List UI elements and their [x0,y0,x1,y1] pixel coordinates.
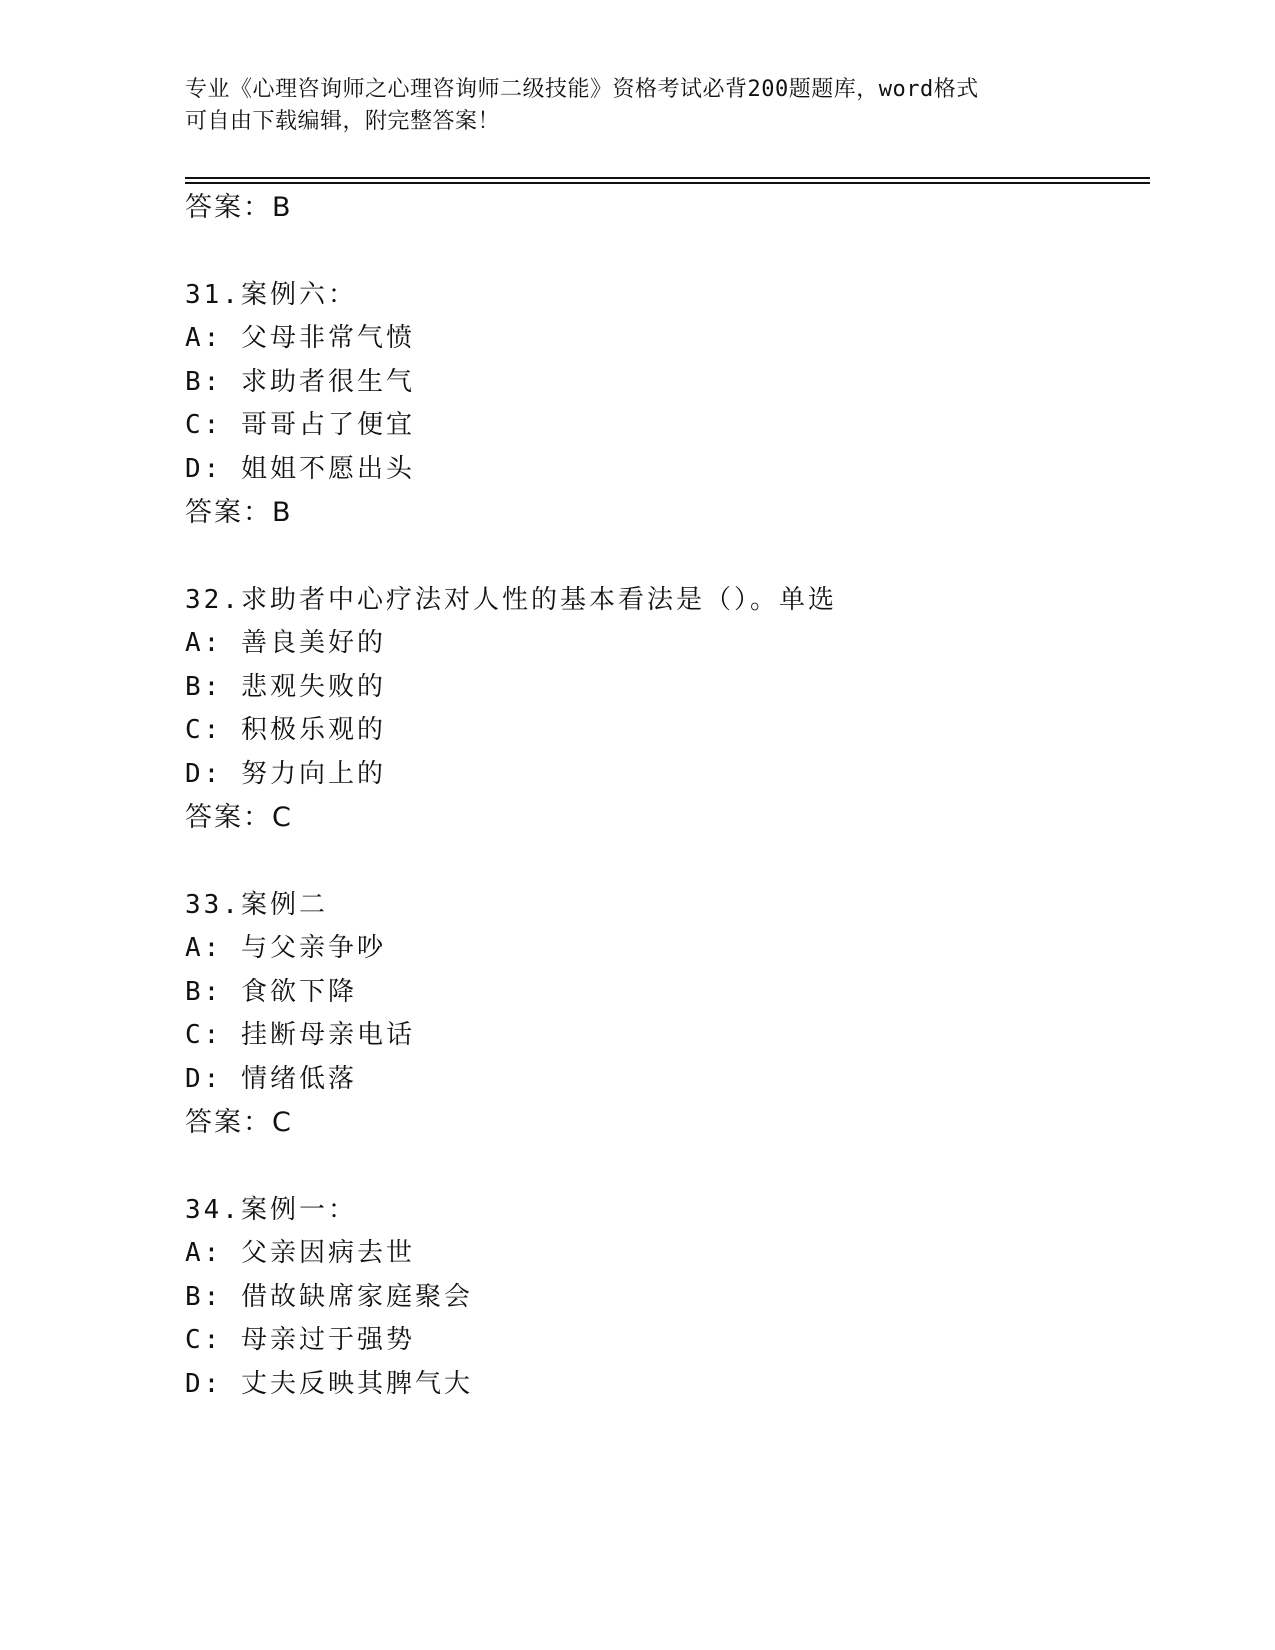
question-34-option-a: A: 父亲因病去世 [185,1238,415,1268]
question-32-stem: 32.求助者中心疗法对人性的基本看法是（）。单选 [185,585,837,615]
header-line-2: 可自由下载编辑，附完整答案！ [185,109,501,134]
question-33-option-a: A: 与父亲争吵 [185,933,386,963]
header-line-1: 专业《心理咨询师之心理咨询师二级技能》资格考试必背200题题库，word格式 [185,77,979,102]
question-32-option-c: C: 积极乐观的 [185,715,386,745]
question-32-option-a: A: 善良美好的 [185,628,386,658]
question-32-option-b: B: 悲观失败的 [185,672,386,702]
answer-previous: 答案：B [185,192,293,223]
header-divider-top [185,177,1150,179]
question-31-option-c: C: 哥哥占了便宜 [185,410,415,440]
header-divider-bottom [185,182,1150,184]
question-33-stem: 33.案例二 [185,890,328,920]
question-33-option-b: B: 食欲下降 [185,977,357,1007]
question-31-option-b: B: 求助者很生气 [185,367,415,397]
question-34-option-c: C: 母亲过于强势 [185,1325,415,1355]
question-31-stem: 31.案例六： [185,280,357,310]
question-34-stem: 34.案例一： [185,1195,357,1225]
question-31-answer: 答案：B [185,497,293,528]
document-header [185,74,1065,138]
question-33-option-c: C: 挂断母亲电话 [185,1020,415,1050]
question-33-answer: 答案：C [185,1107,293,1138]
question-32-option-d: D: 努力向上的 [185,759,386,789]
question-32-answer: 答案：C [185,802,293,833]
question-33-option-d: D: 情绪低落 [185,1064,357,1094]
question-31-option-a: A: 父母非常气愤 [185,323,415,353]
question-31-option-d: D: 姐姐不愿出头 [185,454,415,484]
question-34-option-d: D: 丈夫反映其脾气大 [185,1369,473,1399]
question-34-option-b: B: 借故缺席家庭聚会 [185,1282,473,1312]
